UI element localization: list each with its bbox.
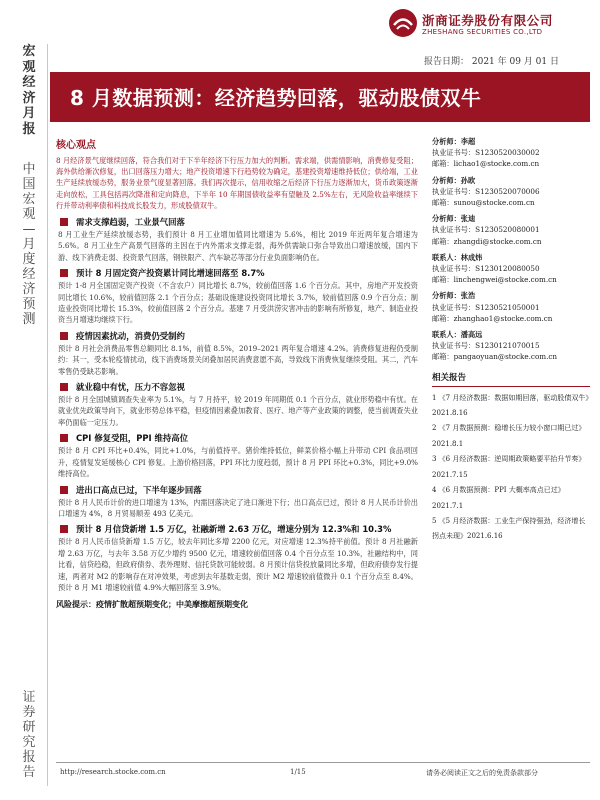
bullet-icon bbox=[60, 383, 68, 391]
bullet-icon bbox=[60, 486, 68, 494]
analyst-name: 孙欧 bbox=[460, 175, 476, 185]
analyst-email[interactable]: zhangdi@stocke.com.cn bbox=[453, 236, 542, 246]
sidebar-report-series: 中 国 宏 观 — 月 度 经 济 预 测 bbox=[22, 162, 36, 327]
analyst-card: 分析师：张浩 执业证书号：S1230521050001 邮箱：zhanghao1@stocke.com.cn bbox=[432, 291, 553, 323]
section-heading: 预计 8 月信贷新增 1.5 万亿，社融新增 2.63 万亿，增速分别为 12.3%和 10.3% bbox=[56, 522, 418, 536]
section-body: 预计 8 月人民币信贷新增 1.5 万亿，较去年同比多增 2200 亿元，对应增速 12.3%持平前值。预计 8 月社融新增 2.63 万亿，与去年 3.58 万亿少增约 9500 亿元，增速较前值回落 0.4 个百分点至 10.3%，社融结构中，同比看，信贷趋稳，但政府债券、表外理财、信托贷款可能较弱。8 月预计信贷投放量同比多增，但政府债券发行提速，两者对 M2 的影响存在对冲效果，考虑到去年基数走弱，预计 M2 增速较前值微升 0.1 个百分点至 8.4%。预计 8 月 M1 增速较前值 4.9%大幅回落至 3.9%。 bbox=[58, 537, 418, 592]
sidebar-divider bbox=[47, 44, 48, 786]
section-item bbox=[56, 380, 418, 428]
sidebar-report-category: 证 券 研 究 报 告 bbox=[22, 690, 36, 780]
analyst-email[interactable]: zhanghao1@stocke.com.cn bbox=[453, 313, 553, 323]
bullet-icon bbox=[60, 434, 68, 442]
analyst-card: 联系人：林成炜 执业证书号：S1230120080050 邮箱：linchengwei@stocke.com.cn bbox=[432, 252, 557, 285]
section-heading: 预计 8 月固定资产投资累计同比增速回落至 8.7% bbox=[56, 266, 418, 280]
logo-mark-icon bbox=[388, 8, 418, 38]
analyst-cert: S1230521050001 bbox=[475, 302, 540, 312]
analyst-card: 联系人：潘高远 执业证书号：S1230121070015 邮箱：pangaoyuan@stocke.com.cn bbox=[432, 330, 558, 362]
section-body: 8 月工业生产延续放缓态势，我们预计 8 月工业增加值同比增速为 5.6%，相比 2019 年近两年复合增速为 5.6%。8 月工业生产高景气回落的主因在于内外需求支撑走弱，海外供需缺口弥合导致出口增速放缓，国内下游、线下消费走弱、投资景气回落，钢铁限产、汽车缺芯等部分行业负面影响仍在。 bbox=[58, 230, 418, 262]
section-item bbox=[56, 215, 418, 263]
analyst-cert: S1230520070006 bbox=[475, 186, 540, 196]
analyst-name: 张浩 bbox=[460, 291, 476, 301]
core-heading: 核心观点 bbox=[56, 140, 96, 151]
related-report-link[interactable]: 5 《5 月经济数据：工业生产保持强劲，经济增长拐点未现》2021.6.16 bbox=[432, 516, 586, 541]
bullet-icon bbox=[60, 269, 68, 277]
section-heading: 疫情因素扰动，消费仍受制约 bbox=[56, 329, 418, 343]
risk-warning: 风险提示：疫情扩散超预期变化；中美摩擦超预期变化 bbox=[56, 600, 248, 610]
page-number: 1/15 bbox=[290, 768, 306, 776]
related-report-link[interactable]: 4 《6 月数据预测：PPI 大概率高点已过》2021.7.1 bbox=[432, 486, 565, 510]
company-name-en: ZHESHANG SECURITIES CO.,LTD bbox=[422, 28, 543, 36]
analyst-card: 分析师：张迪 执业证书号：S1230520080001 邮箱：zhangdi@stocke.com.cn bbox=[432, 214, 542, 246]
related-report-link[interactable]: 1 《7 月经济数据：数据如期回落，驱动股债双牛》2021.8.16 bbox=[432, 393, 589, 418]
section-body: 预计 8 月社会消费品零售总额同比 8.1%，前值 8.5%，2019–2021 两年复合增速 4.2%。消费修复进程仍受制约：其一，受本轮疫情扰动，线下消费场景关闭叠加居民消费意愿不高，导致线下消费恢复继续受阻。其二，汽车零售仍受缺芯影响。 bbox=[58, 343, 418, 376]
analyst-name: 李超 bbox=[460, 137, 476, 146]
section-heading: 进出口高点已过，下半年逐步回落 bbox=[56, 483, 418, 497]
analyst-card: 分析师：李超 执业证书号：S1230520030002 邮箱：lichao1@stocke.com.cn bbox=[432, 137, 540, 169]
company-name-cn: 浙商证券股份有限公司 bbox=[422, 13, 554, 28]
section-item bbox=[56, 431, 418, 479]
report-date: 报告日期： 2021 年 09 月 01 日 bbox=[424, 57, 559, 67]
main-content bbox=[56, 136, 418, 610]
section-item bbox=[56, 329, 418, 377]
section-heading: CPI 修复受阻，PPI 维持高位 bbox=[56, 431, 418, 445]
analyst-cert: S1230121070015 bbox=[475, 341, 540, 351]
footer-disclaimer: 请务必阅读正文之后的免责条款部分 bbox=[426, 769, 538, 777]
section-item bbox=[56, 483, 418, 520]
analyst-cert: S1230120080050 bbox=[475, 264, 540, 274]
footer-divider bbox=[56, 762, 590, 763]
title-banner bbox=[50, 72, 590, 122]
analyst-cert: S1230520030002 bbox=[475, 148, 540, 158]
bullet-icon bbox=[60, 525, 68, 533]
section-body: 预计 8 月 CPI 环比+0.4%，同比+1.0%，与前值持平。猪价维持低位，鲜菜价格小幅上升带动 CPI 食品项回升，疫情复发延缓核心 CPI 修复。上游价格回落，PPI 环比力度趋弱，预计 8 月 PPI 环比+0.3%，同比+9.0%维持高位。 bbox=[58, 446, 418, 479]
analyst-card: 分析师：孙欧 执业证书号：S1230520070006 邮箱：sunou@stocke.com.cn bbox=[432, 175, 540, 208]
analyst-cert: S1230520080001 bbox=[475, 225, 540, 235]
section-body: 预计 1-8 月全国固定资产投资（不含农户）同比增长 8.7%，较前值回落 1.6 个百分点。其中，房地产开发投资同比增长 10.6%，较前值回落 2.1 个百分点；基础设施建设投资同比增长 3.7%，较前值回落 0.9 个百分点；制造业投资同比增长 15.3%，较前值回落 2 个百分点。基建 7 月受洪涝灾害冲击的影响有所修复，地产、制造业投资当月增速均继续下行。 bbox=[58, 281, 418, 325]
section-heading: 需求支撑趋弱，工业景气回落 bbox=[56, 215, 418, 229]
related-report-link[interactable]: 2 《7 月数据预测：稳增长压力较小窗口期已过》2021.8.1 bbox=[432, 424, 586, 448]
analyst-email[interactable]: lichao1@stocke.com.cn bbox=[453, 159, 540, 169]
section-body: 预计 8 月人民币计价的进口增速为 13%，内需回落决定了进口渐进下行；出口高点已过，预计 8 月人民币计价出口增速为 4%，8 月贸易顺差 493 亿美元。 bbox=[58, 497, 418, 518]
section-heading: 就业稳中有忧，压力不容忽视 bbox=[56, 380, 418, 394]
analyst-name: 林成炜 bbox=[460, 252, 483, 262]
analyst-email[interactable]: sunou@stocke.com.cn bbox=[453, 198, 535, 208]
page-title: 8 月数据预测：经济趋势回落，驱动股债双牛 bbox=[70, 86, 482, 110]
sidebar-report-type: 宏 观 经 济 月 报 bbox=[22, 44, 36, 137]
section-body: 预计 8 月全国城镇调查失业率为 5.1%，与 7 月持平，较 2019 年同期低 0.1 个百分点，就业形势稳中有忧。在就业优先政策导向下，就业形势总体平稳，但疫情因素叠加教育、医疗、地产等产业政策的调整，使当前调查失业率仍面临一定压力。 bbox=[58, 395, 418, 427]
company-logo bbox=[388, 8, 588, 40]
analyst-name: 张迪 bbox=[460, 214, 476, 224]
analyst-email[interactable]: linchengwei@stocke.com.cn bbox=[453, 275, 557, 285]
section-item bbox=[56, 522, 418, 593]
analyst-panel bbox=[432, 136, 590, 545]
section-item bbox=[56, 266, 418, 326]
bullet-icon bbox=[60, 218, 68, 226]
core-summary: 8 月经济景气度继续回落，符合我们对于下半年经济下行压力加大的判断。需求端，供需情影响，消费修复受阻；海外供给渐次修复，出口回落压力增大；地产投资增速下行趋势较为确定，基建投资增速维持低位；供给端，工业生产延续放缓态势，服务业景气度显著回落。我们再次提示，信用收缩之后经济下行压力逐渐加大，货币政策逐渐走向放松，工具包括再次降准和定向降息，下半年 10 年期国债收益率有望触及 2.5%左右，无风险收益率继续下行并带动利率债和科技成长股发力，形成股债双牛。 bbox=[56, 156, 418, 210]
related-reports-heading: 相关报告 bbox=[432, 371, 590, 387]
analyst-name: 潘高远 bbox=[460, 330, 483, 340]
analyst-email[interactable]: pangaoyuan@stocke.com.cn bbox=[453, 352, 558, 362]
related-report-link[interactable]: 3 《6 月经济数据：逆周期政策略要平抬升节奏》2021.7.15 bbox=[432, 455, 586, 479]
footer-url[interactable]: http://research.stocke.com.cn bbox=[60, 768, 166, 776]
bullet-icon bbox=[60, 332, 68, 340]
